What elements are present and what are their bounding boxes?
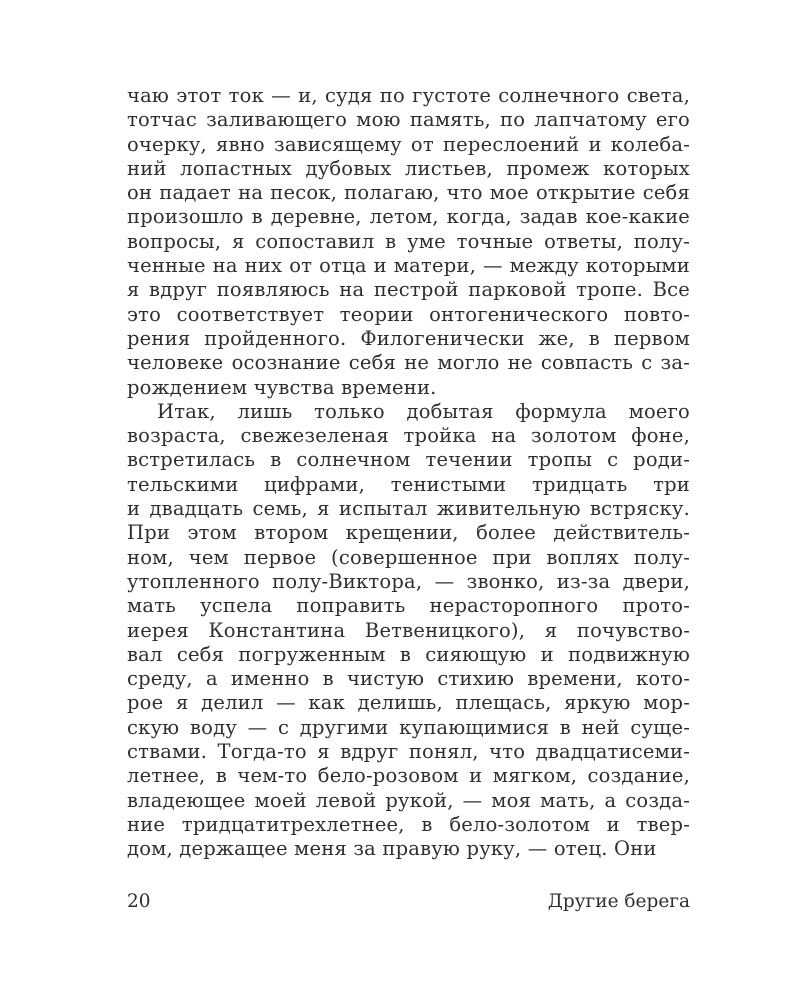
page-body: [127, 84, 690, 862]
running-title: Другие берега: [547, 891, 690, 912]
text-line: иерея Константина Ветвеницкого), я почувство-: [127, 618, 690, 642]
page-footer: [127, 891, 690, 912]
text-line: летнее, в чем-то бело-розовом и мягком, создание,: [127, 764, 690, 788]
page-number: 20: [127, 891, 151, 912]
text-line: рое я делил — как делишь, плещась, яркую мор-: [127, 691, 690, 715]
text-line: утопленного полу-Виктора, — звонко, из-за двери,: [127, 569, 690, 593]
text-line: это соответствует теории онтогенического повто-: [127, 302, 690, 326]
text-line: среду, а именно в чистую стихию времени, кото-: [127, 667, 690, 691]
text-line: дом, держащее меня за правую руку, — отец. Они: [127, 837, 657, 861]
text-line: очерку, явно зависящему от переслоений и колеба-: [127, 132, 690, 156]
text-line: владеющее моей левой рукой, — моя мать, а созда-: [127, 788, 690, 812]
text-line: чаю этот ток — и, судя по густоте солнечного света,: [127, 84, 690, 107]
text-line: встретилась в солнечном течении тропы с роди-: [127, 448, 690, 472]
text-line: он падает на песок, полагаю, что мое открытие себя: [127, 181, 690, 205]
text-line: тотчас заливающего мою память, по лапчатому его: [127, 108, 690, 132]
text-line: При этом втором крещении, более действитель-: [127, 521, 690, 545]
text-line: вал себя погруженным в сияющую и подвижную: [127, 642, 690, 666]
text-line: возраста, свежезеленая тройка на золотом фоне,: [127, 424, 690, 448]
text-line: вопросы, я сопоставил в уме точные ответы, полу-: [127, 229, 690, 253]
text-line: ствами. Тогда-то я вдруг понял, что двадцатисеми-: [127, 740, 690, 764]
text-line: мать успела поправить нерасторопного прото-: [127, 594, 690, 618]
text-line: рения пройденного. Филогенически же, в первом: [127, 326, 690, 350]
text-line: произошло в деревне, летом, когда, задав кое-какие: [127, 205, 690, 229]
text-line: тельскими цифрами, тенистыми тридцать три: [127, 472, 690, 496]
text-line: ние тридцатитрехлетнее, в бело-золотом и твер-: [127, 812, 690, 836]
text-line: человеке осознание себя не могло не совпасть с за-: [127, 351, 690, 375]
text-line: Итак, лишь только добытая формула моего: [157, 399, 690, 423]
text-line: ченные на них от отца и матери, — между которыми: [127, 254, 690, 278]
text-line: рождением чувства времени.: [127, 375, 437, 399]
text-line: и двадцать семь, я испытал живительную встряску.: [127, 497, 690, 521]
text-line: ном, чем первое (совершенное при воплях полу-: [127, 545, 690, 569]
text-line: скую воду — с другими купающимися в ней суще-: [127, 715, 690, 739]
text-line: я вдруг появляюсь на пестрой парковой тропе. Все: [127, 278, 690, 302]
text-line: ний лопастных дубовых листьев, промеж которых: [127, 156, 690, 180]
